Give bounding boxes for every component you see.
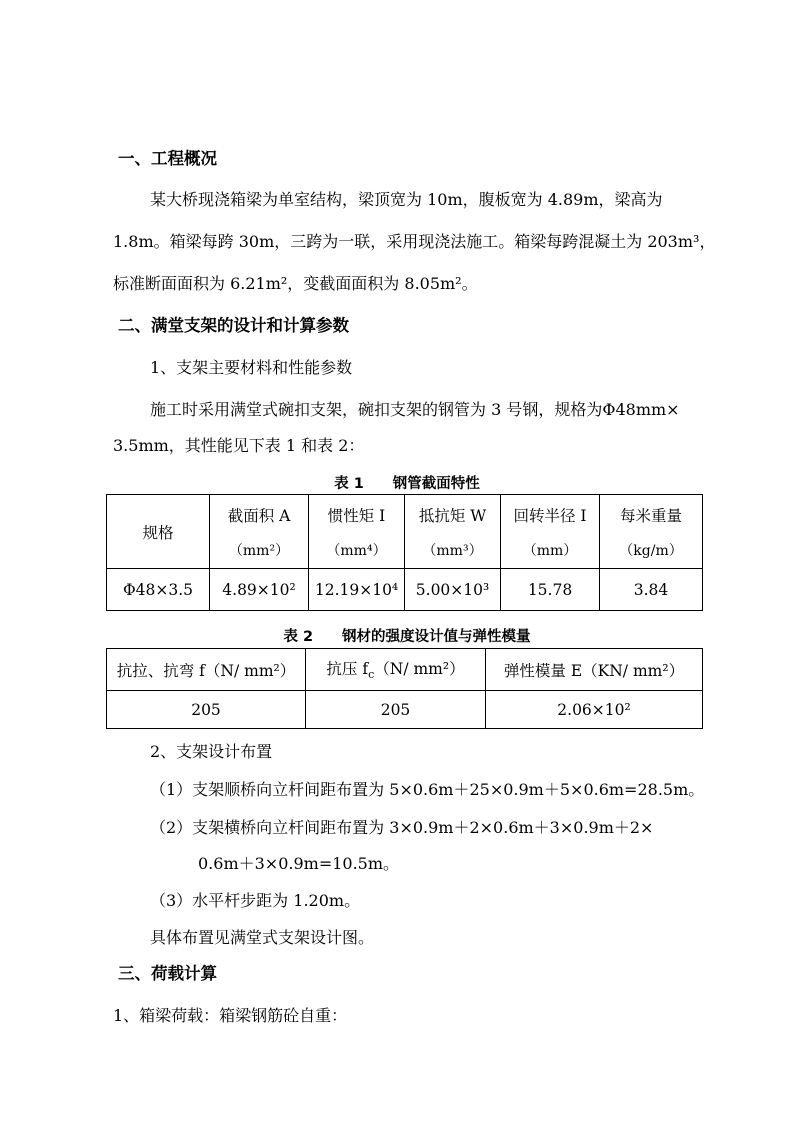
t2-header-unit: （N/ mm²）	[374, 660, 465, 679]
t2-header-tensile: 抗拉、抗弯 f（N/ mm²）	[107, 649, 306, 691]
sec1-paragraph-line-2: 1.8m。箱梁每跨 30m，三跨为一联，采用现浇法施工。箱梁每跨混凝土为 203m³，	[113, 232, 716, 251]
sec1-paragraph-line-1: 某大桥现浇箱梁为单室结构，梁顶宽为 10m，腹板宽为 4.89m，梁高为	[150, 190, 663, 209]
sec2-list-item-2b: 0.6m＋3×0.9m=10.5m。	[198, 854, 400, 873]
table-cell: Φ48×3.5	[107, 569, 210, 611]
sec1-paragraph-line-3: 标准断面面积为 6.21m²，变截面面积为 8.05m²。	[113, 274, 478, 293]
t1-header-area	[210, 495, 309, 569]
t1-header-unit: （kg/m）	[619, 542, 683, 559]
table-2	[106, 648, 703, 729]
t1-header-spec	[107, 495, 210, 569]
t1-header-weight	[600, 495, 703, 569]
sec2-paragraph-line-1: 施工时采用满堂式碗扣支架，碗扣支架的钢管为 3 号钢，规格为Φ48mm×	[150, 400, 680, 419]
table-1-caption: 表 1 钢管截面特性	[334, 476, 480, 492]
t1-header-name: 每米重量	[619, 506, 682, 525]
table-1	[106, 494, 703, 611]
t1-header-inertia	[309, 495, 405, 569]
t1-header-unit: （mm）	[522, 542, 578, 559]
t1-header-name: 截面积 A	[227, 506, 291, 525]
sec2-list-item-2a: （2）支架横桥向立杆间距布置为 3×0.9m＋2×0.6m＋3×0.9m＋2×	[150, 818, 654, 837]
table-cell: 3.84	[600, 569, 703, 611]
table-row	[107, 691, 703, 729]
table-2-caption: 表 2 钢材的强度设计值与弹性模量	[283, 629, 531, 645]
table-cell: 15.78	[501, 569, 600, 611]
section-2-title: 二、满堂支架的设计和计算参数	[118, 316, 349, 335]
t2-header-elastic: 弹性模量 E（KN/ mm²）	[486, 649, 703, 691]
t1-header-modulus	[405, 495, 501, 569]
table-cell: 12.19×10⁴	[309, 569, 405, 611]
t2-header-label: 抗压 f	[326, 660, 369, 679]
sec2-subheading-2: 2、支架设计布置	[150, 742, 273, 761]
table-cell: 205	[306, 691, 486, 729]
section-3-title: 三、荷载计算	[118, 964, 217, 983]
sec3-paragraph-line-1: 1、箱梁荷载：箱梁钢筋砼自重：	[113, 1006, 348, 1025]
t1-header-unit: （mm²）	[228, 542, 290, 559]
table-cell: 2.06×10²	[486, 691, 703, 729]
t1-header-unit: （mm³）	[422, 542, 483, 559]
t1-header-name: 规格	[142, 523, 174, 542]
t1-header-name: 回转半径 I	[513, 506, 587, 525]
t1-header-unit: （mm⁴）	[326, 542, 387, 559]
section-1-title: 一、工程概况	[118, 149, 217, 168]
sec2-paragraph-line-2: 3.5mm，其性能见下表 1 和表 2：	[113, 436, 365, 455]
sec2-subheading-1: 1、支架主要材料和性能参数	[150, 358, 353, 377]
sec2-list-item-3: （3）水平杆步距为 1.20m。	[150, 891, 361, 910]
sec2-list-item-1: （1）支架顺桥向立杆间距布置为 5×0.6m＋25×0.9m＋5×0.6m=28.5m。	[150, 780, 705, 799]
t1-header-radius	[501, 495, 600, 569]
t2-header-compressive	[306, 649, 486, 691]
table-cell: 205	[107, 691, 306, 729]
t1-header-name: 惯性矩 I	[327, 506, 386, 525]
table-row	[107, 569, 703, 611]
t1-header-name: 抵抗矩 W	[418, 506, 487, 525]
t2-header-subscript: c	[368, 668, 375, 682]
table-cell: 4.89×10²	[210, 569, 309, 611]
sec2-paragraph-line-3: 具体布置见满堂式支架设计图。	[150, 928, 375, 947]
table-cell: 5.00×10³	[405, 569, 501, 611]
